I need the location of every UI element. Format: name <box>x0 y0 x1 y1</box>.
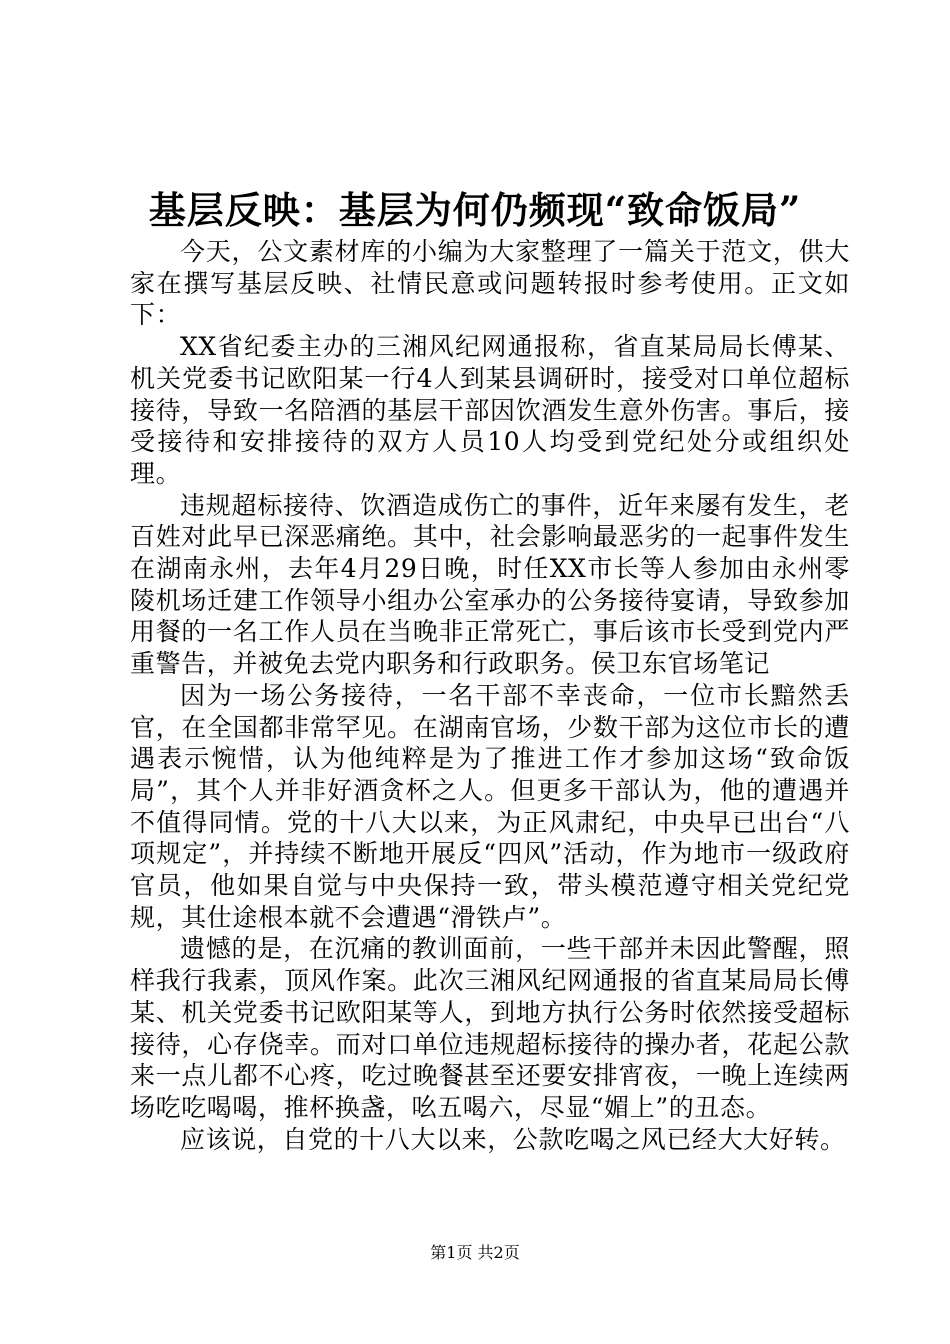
document-title: 基层反映：基层为何仍频现“致命饭局” <box>148 188 802 232</box>
paragraph: 应该说，自党的十八大以来，公款吃喝之风已经大大好转。 <box>180 1124 846 1154</box>
document-body <box>130 236 850 1155</box>
paragraph: XX省纪委主办的三湘风纪网通报称，省直某局局长傅某、机关党委书记欧阳某一行4人到某县调研时，接受对口单位超标接待，导致一名陪酒的基层干部因饮酒发生意外伤害。事后，接受接待和安排接待的双方人员10人均受到党纪处分或组织处理。 <box>130 332 850 488</box>
paragraph: 因为一场公务接待，一名干部不幸丧命，一位市长黯然丢官，在全国都非常罕见。在湖南官场，少数干部为这位市长的遭遇表示惋惜，认为他纯粹是为了推进工作才参加这场“致命饭局”，其个人并非好酒贪杯之人。但更多干部认为，他的遭遇并不值得同情。党的十八大以来，为正风肃纪，中央早已出台“八项规定”，并持续不断地开展反“四风”活动，作为地市一级政府官员，他如果自觉与中央保持一致，带头模范遵守相关党纪党规，其仕途根本就不会遭遇“滑铁卢”。 <box>130 680 850 932</box>
paragraph: 违规超标接待、饮酒造成伤亡的事件，近年来屡有发生，老百姓对此早已深恶痛绝。其中，社会影响最恶劣的一起事件发生在湖南永州，去年4月29日晚，时任XX市长等人参加由永州零陵机场迁建工作领导小组办公室承办的公务接待宴请，导致参加用餐的一名工作人员在当晚非正常死亡，事后该市长受到党内严重警告，并被免去党内职务和行政职务。侯卫东官场笔记 <box>130 490 850 679</box>
paragraph: 遗憾的是，在沉痛的教训面前，一些干部并未因此警醒，照样我行我素，顶风作案。此次三湘风纪网通报的省直某局局长傅某、机关党委书记欧阳某等人，到地方执行公务时依然接受超标接待，心存侥幸。而对口单位违规超标接待的操办者，花起公款来一点儿都不心疼，吃过晚餐甚至还要安排宵夜，一晚上连续两场吃吃喝喝，推杯换盏，吆五喝六，尽显“媚上”的丑态。 <box>130 934 850 1122</box>
page-footer: 第1页 共2页 <box>430 1243 520 1262</box>
paragraph-intro: 今天，公文素材库的小编为大家整理了一篇关于范文，供大家在撰写基层反映、社情民意或问题转报时参考使用。正文如下： <box>130 237 850 330</box>
